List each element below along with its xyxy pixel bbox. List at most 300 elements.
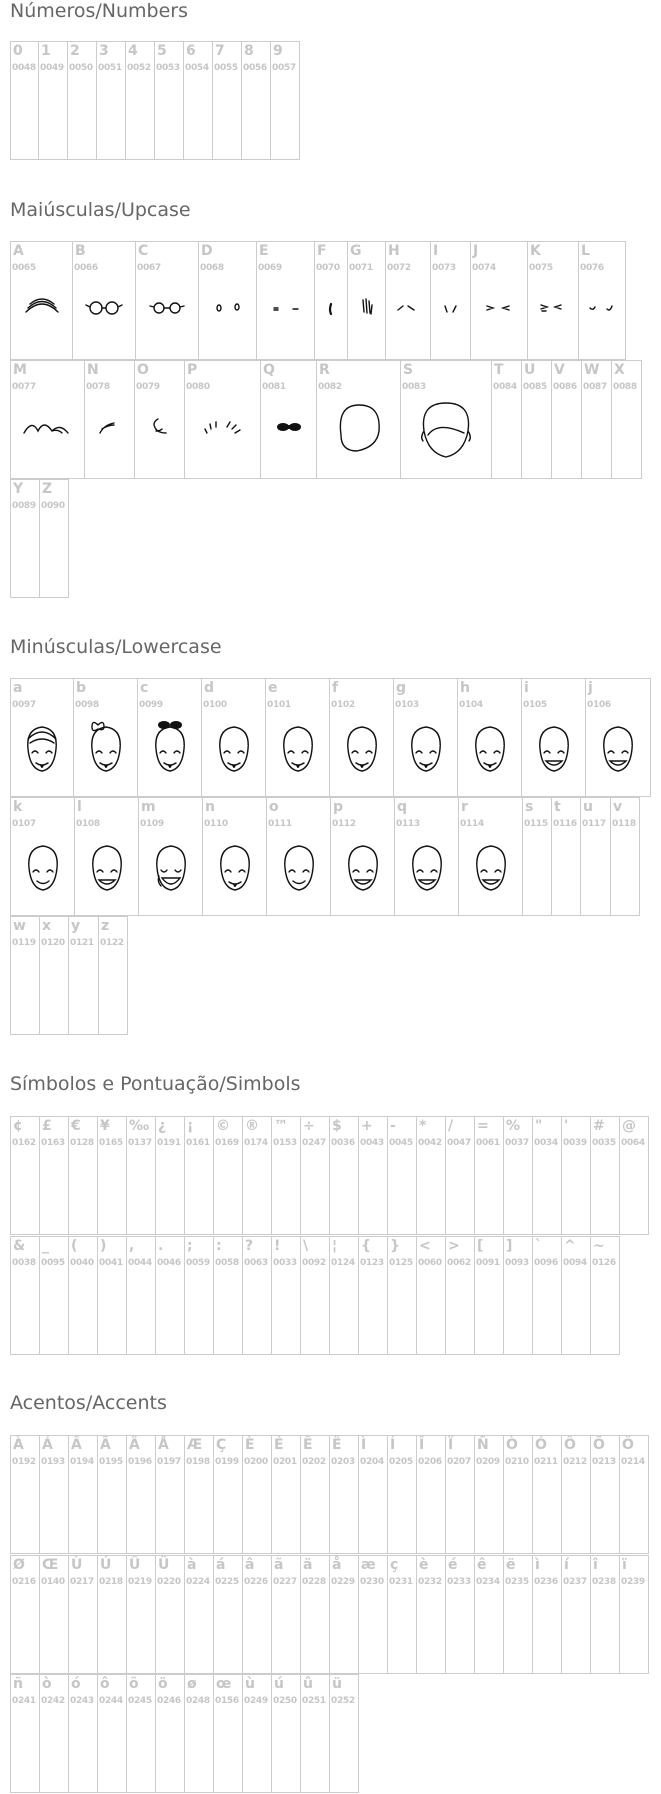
glyph-code: 0230 <box>360 1577 384 1587</box>
glyph-code: 0244 <box>99 1696 123 1706</box>
glyph-character: n <box>205 799 215 815</box>
glyph-code: 0088 <box>613 382 637 392</box>
glyph-character: $ <box>332 1118 342 1134</box>
glyph-cell-0228 <box>300 1555 330 1674</box>
glyph-character: @ <box>622 1118 636 1134</box>
glyph-code: 0201 <box>273 1457 297 1467</box>
glyph-code: 0224 <box>186 1577 210 1587</box>
glyph-code: 0218 <box>99 1577 123 1587</box>
glyph-code: 0248 <box>186 1696 210 1706</box>
glyph-cell-0220 <box>155 1555 185 1674</box>
glyph-code: 0126 <box>592 1258 616 1268</box>
glyph-code: 0193 <box>41 1457 65 1467</box>
glyph-cell-0112 <box>330 797 395 916</box>
glyph-cell-0069 <box>256 241 315 360</box>
glyph-code: 0235 <box>505 1577 529 1587</box>
glyph-cell-0060 <box>416 1236 446 1355</box>
glyph-character: ¢ <box>13 1118 23 1134</box>
glyph-cell-0086 <box>551 360 582 479</box>
glyph-cell-0066 <box>72 241 136 360</box>
glyph-code: 0115 <box>524 819 548 829</box>
glyph-code: 0228 <box>302 1577 326 1587</box>
glyph-cell-0156 <box>213 1674 243 1793</box>
glyph-code: 0200 <box>244 1457 268 1467</box>
glyph-character: v <box>613 799 623 815</box>
glyph-code: 0110 <box>204 819 228 829</box>
glyph-character: [ <box>477 1238 484 1254</box>
glyph-cell-0054 <box>183 41 213 160</box>
glyph-character: p <box>333 799 344 815</box>
glyph-cell-0137 <box>126 1116 156 1235</box>
glyph-character: ? <box>245 1238 254 1254</box>
glyph-character: # <box>593 1118 605 1134</box>
glyph-cell-0039 <box>561 1116 591 1235</box>
glyph-cell-0246 <box>155 1674 185 1793</box>
glyph-cell-0101 <box>265 678 330 797</box>
glyph-cell-0059 <box>184 1236 214 1355</box>
glyph-row <box>10 1236 619 1355</box>
glyph-character: U <box>524 362 536 378</box>
glyph-character: z <box>101 918 110 934</box>
glyph-cell-0218 <box>97 1555 127 1674</box>
glyph-cell-0119 <box>10 916 40 1035</box>
glyph-cell-0174 <box>242 1116 272 1235</box>
glyph-character: ë <box>506 1557 516 1573</box>
glyph-code: 0099 <box>139 700 163 710</box>
glyph-code: 0108 <box>76 819 100 829</box>
glyph-code: 0045 <box>389 1138 413 1148</box>
glyph-character: ó <box>71 1676 81 1692</box>
glyph-row <box>10 241 625 360</box>
glyph-code: 0153 <box>273 1138 297 1148</box>
glyph-code: 0169 <box>215 1138 239 1148</box>
glyph-character: K <box>530 243 541 259</box>
glyph-code: 0103 <box>395 700 419 710</box>
glyph-cell-0212 <box>561 1435 591 1554</box>
glyph-code: 0039 <box>563 1138 587 1148</box>
glyph-cell-0033 <box>271 1236 301 1355</box>
glyph-cell-0224 <box>184 1555 214 1674</box>
glyph-cell-0242 <box>39 1674 69 1793</box>
glyph-code: 0053 <box>156 63 180 73</box>
glyph-cell-0196 <box>126 1435 156 1554</box>
glyph-cell-0042 <box>416 1116 446 1235</box>
glyph-character: > <box>448 1238 460 1254</box>
glyph-cell-0236 <box>532 1555 562 1674</box>
glyph-code: 0068 <box>200 263 224 273</box>
glyph-character: 8 <box>244 43 254 59</box>
glyph-cell-0106 <box>585 678 651 797</box>
glyph-cell-0249 <box>242 1674 272 1793</box>
glyph-row <box>10 678 650 797</box>
glyph-code: 0077 <box>12 382 36 392</box>
glyph-character: ¦ <box>332 1238 338 1254</box>
glyph-character: : <box>216 1238 222 1254</box>
glyph-code: 0061 <box>476 1138 500 1148</box>
glyph-code: 0210 <box>505 1457 529 1467</box>
glyph-cell-0206 <box>416 1435 446 1554</box>
glyph-character: % <box>506 1118 521 1134</box>
glyph-character: k <box>13 799 23 815</box>
glyph-character: Ó <box>535 1437 547 1453</box>
hair-curl-icon <box>85 391 134 477</box>
glyph-code: 0035 <box>592 1138 616 1148</box>
glyph-cell-0048 <box>10 41 39 160</box>
glyph-character: & <box>13 1238 26 1254</box>
hair-curl2-icon <box>135 391 184 477</box>
glyph-code: 0197 <box>157 1457 181 1467</box>
glyph-code: 0105 <box>523 700 547 710</box>
glyph-character: - <box>390 1118 396 1134</box>
face-tongue-icon <box>266 709 329 795</box>
glyph-cell-0121 <box>68 916 99 1035</box>
glyph-code: 0120 <box>41 938 65 948</box>
glyph-code: 0047 <box>447 1138 471 1148</box>
glyph-cell-0209 <box>474 1435 504 1554</box>
glyph-character: 9 <box>273 43 283 59</box>
glyph-character: ç <box>390 1557 399 1573</box>
glyph-character: D <box>201 243 213 259</box>
glyph-code: 0038 <box>12 1258 36 1268</box>
glyph-character: Ç <box>216 1437 227 1453</box>
glyph-cell-0140 <box>39 1555 69 1674</box>
glyph-cell-0083 <box>400 360 492 479</box>
glyph-code: 0092 <box>302 1258 326 1268</box>
glyph-character: ¿ <box>158 1118 167 1134</box>
glyph-cell-0082 <box>316 360 401 479</box>
glyph-character: I <box>433 243 439 259</box>
glyph-character: ~ <box>593 1238 605 1254</box>
lashes-icon <box>185 391 260 477</box>
eyes-arrow2-icon <box>528 272 578 358</box>
glyph-cell-0074 <box>470 241 528 360</box>
glyph-code: 0206 <box>418 1457 442 1467</box>
glyph-cell-0043 <box>358 1116 388 1235</box>
glyph-character: à <box>187 1557 197 1573</box>
glyph-cell-0230 <box>358 1555 388 1674</box>
glyph-cell-0219 <box>126 1555 156 1674</box>
glyph-character: ø <box>187 1676 197 1692</box>
glyph-code: 0083 <box>402 382 426 392</box>
glyph-cell-0063 <box>242 1236 272 1355</box>
glyph-cell-0233 <box>445 1555 475 1674</box>
glyph-character: f <box>332 680 339 696</box>
glyph-code: 0075 <box>529 263 553 273</box>
glyph-cell-0038 <box>10 1236 40 1355</box>
glyph-code: 0102 <box>331 700 355 710</box>
glyph-character: G <box>350 243 362 259</box>
glyph-cell-0161 <box>184 1116 214 1235</box>
glyph-code: 0106 <box>587 700 611 710</box>
glyph-cell-0090 <box>39 479 69 598</box>
glyph-code: 0117 <box>582 819 606 829</box>
glyph-cell-0070 <box>314 241 348 360</box>
glyph-code: 0219 <box>128 1577 152 1587</box>
glyph-cell-0199 <box>213 1435 243 1554</box>
glyph-code: 0229 <box>331 1577 355 1587</box>
glyph-cell-0193 <box>39 1435 69 1554</box>
glyph-cell-0104 <box>457 678 522 797</box>
glyph-code: 0216 <box>12 1577 36 1587</box>
glyph-character: ' <box>564 1118 569 1134</box>
glyph-cell-0075 <box>527 241 579 360</box>
glyph-code: 0209 <box>476 1457 500 1467</box>
glyph-code: 0238 <box>592 1577 616 1587</box>
face-bowfill-icon <box>138 709 201 795</box>
glyph-character: + <box>361 1118 373 1134</box>
face-tongue-icon <box>394 709 457 795</box>
glyph-cell-0235 <box>503 1555 533 1674</box>
glyph-code: 0044 <box>128 1258 152 1268</box>
glyph-character: Û <box>129 1557 141 1573</box>
face-grin-icon <box>459 828 522 914</box>
glyph-character: Ô <box>564 1437 576 1453</box>
eyes-arrow-icon <box>471 272 527 358</box>
glyph-character: Ù <box>71 1557 83 1573</box>
glyph-character: é <box>448 1557 458 1573</box>
glyph-code: 0086 <box>553 382 577 392</box>
glyph-code: 0060 <box>418 1258 442 1268</box>
glyph-code: 0058 <box>215 1258 239 1268</box>
section-title-accents: Acentos/Accents <box>10 1392 167 1414</box>
glyph-cell-0117 <box>580 797 611 916</box>
glyph-code: 0065 <box>12 263 36 273</box>
glyph-character: Á <box>42 1437 53 1453</box>
glyph-code: 0163 <box>41 1138 65 1148</box>
glyph-code: 0055 <box>214 63 238 73</box>
glyph-character: T <box>494 362 504 378</box>
glyph-character: 0 <box>13 43 23 59</box>
glyph-code: 0198 <box>186 1457 210 1467</box>
glyph-cell-0053 <box>154 41 184 160</box>
glyph-character: l <box>77 799 82 815</box>
brows-slant-icon <box>431 272 470 358</box>
glyph-cell-0231 <box>387 1555 417 1674</box>
glyph-cell-0050 <box>67 41 97 160</box>
glyph-cell-0105 <box>521 678 586 797</box>
glyph-cell-0094 <box>561 1236 591 1355</box>
glyph-cell-0198 <box>184 1435 214 1554</box>
glyph-cell-0072 <box>385 241 431 360</box>
glyph-code: 0232 <box>418 1577 442 1587</box>
glyph-character: Ö <box>622 1437 634 1453</box>
glyph-cell-0200 <box>242 1435 272 1554</box>
glyph-cell-0116 <box>551 797 581 916</box>
glyph-code: 0033 <box>273 1258 297 1268</box>
glyph-character: 3 <box>99 43 109 59</box>
glyph-cell-0191 <box>155 1116 185 1235</box>
glyph-cell-0073 <box>430 241 471 360</box>
glyph-character: Y <box>13 481 24 497</box>
glyph-code: 0233 <box>447 1577 471 1587</box>
glyph-cell-0226 <box>242 1555 272 1674</box>
glyph-code: 0087 <box>583 382 607 392</box>
glyph-cell-0095 <box>39 1236 69 1355</box>
glyph-code: 0100 <box>203 700 227 710</box>
glyph-character: g <box>396 680 407 696</box>
glyph-character: W <box>584 362 600 378</box>
glyph-character: ] <box>506 1238 513 1254</box>
glyph-character: ¡ <box>187 1118 194 1134</box>
glyph-code: 0249 <box>244 1696 268 1706</box>
glyph-character: , <box>129 1238 135 1254</box>
glyph-cell-0195 <box>97 1435 127 1554</box>
glyph-cell-0123 <box>358 1236 388 1355</box>
glyph-character: £ <box>42 1118 52 1134</box>
glyph-row <box>10 1116 648 1235</box>
glyph-code: 0104 <box>459 700 483 710</box>
head-icon <box>317 391 400 477</box>
glyph-code: 0113 <box>396 819 420 829</box>
glyph-code: 0052 <box>127 63 151 73</box>
face-bow-icon <box>74 709 137 795</box>
glyph-character: P <box>187 362 198 378</box>
glyph-cell-0125 <box>387 1236 417 1355</box>
glyph-character: Ø <box>13 1557 25 1573</box>
glyph-cell-0241 <box>10 1674 40 1793</box>
face-smile-icon <box>11 828 74 914</box>
glyph-cell-0239 <box>619 1555 649 1674</box>
glyph-cell-0115 <box>522 797 552 916</box>
glyph-code: 0046 <box>157 1258 181 1268</box>
head-hair-icon <box>401 391 491 477</box>
glyph-cell-0037 <box>503 1116 533 1235</box>
glyph-character: É <box>274 1437 284 1453</box>
glyph-code: 0237 <box>563 1577 587 1587</box>
glyph-cell-0035 <box>590 1116 620 1235</box>
glyph-character: Ñ <box>477 1437 489 1453</box>
glyph-code: 0076 <box>580 263 604 273</box>
glyph-character: ê <box>477 1557 487 1573</box>
eyes-dash-icon <box>257 272 314 358</box>
glyph-code: 0204 <box>360 1457 384 1467</box>
section-title-lowercase: Minúsculas/Lowercase <box>10 636 222 658</box>
glyph-character: H <box>388 243 400 259</box>
glyph-cell-0204 <box>358 1435 388 1554</box>
glyph-character: Z <box>42 481 53 497</box>
glyph-code: 0165 <box>99 1138 123 1148</box>
glyph-code: 0111 <box>268 819 292 829</box>
glyph-character: È <box>245 1437 255 1453</box>
glyph-character: Å <box>158 1437 169 1453</box>
glyph-cell-0122 <box>98 916 128 1035</box>
glyph-character: x <box>42 918 52 934</box>
glyph-character: O <box>137 362 149 378</box>
glyph-code: 0242 <box>41 1696 65 1706</box>
glyph-character: ì <box>535 1557 540 1573</box>
glyph-character: ¥ <box>100 1118 110 1134</box>
glyph-character: Ú <box>100 1557 112 1573</box>
glyph-character: i <box>524 680 529 696</box>
glyph-code: 0080 <box>186 382 210 392</box>
glyph-code: 0194 <box>70 1457 94 1467</box>
glyph-character: w <box>13 918 26 934</box>
glyph-code: 0101 <box>267 700 291 710</box>
eyes-curl-icon <box>579 272 625 358</box>
glyph-code: 0072 <box>387 263 411 273</box>
glyph-code: 0107 <box>12 819 36 829</box>
glyph-character: ( <box>71 1238 78 1254</box>
glyph-code: 0074 <box>472 263 496 273</box>
glyph-cell-0210 <box>503 1435 533 1554</box>
glyph-character: ï <box>622 1557 627 1573</box>
glyph-row <box>10 360 641 479</box>
glyph-character: . <box>158 1238 164 1254</box>
face-tongue-icon <box>458 709 521 795</box>
glyph-character: ` <box>535 1238 542 1254</box>
glyph-cell-0234 <box>474 1555 504 1674</box>
glyph-code: 0123 <box>360 1258 384 1268</box>
glyph-code: 0071 <box>349 263 373 273</box>
glyph-cell-0052 <box>125 41 155 160</box>
glyph-character: S <box>403 362 414 378</box>
glyph-code: 0064 <box>621 1138 645 1148</box>
glyph-code: 0243 <box>70 1696 94 1706</box>
glyph-cell-0092 <box>300 1236 330 1355</box>
glyph-code: 0093 <box>505 1258 529 1268</box>
glyph-cell-0078 <box>84 360 135 479</box>
glyph-cell-0237 <box>561 1555 591 1674</box>
glyph-row <box>10 1674 358 1793</box>
glyph-code: 0211 <box>534 1457 558 1467</box>
glyph-code: 0119 <box>12 938 36 948</box>
glyph-cell-0068 <box>198 241 257 360</box>
glyph-code: 0059 <box>186 1258 210 1268</box>
glyph-cell-0248 <box>184 1674 214 1793</box>
glyph-cell-0232 <box>416 1555 446 1674</box>
face-grin-icon <box>522 709 585 795</box>
glyph-cell-0099 <box>137 678 202 797</box>
glyph-cell-0057 <box>270 41 300 160</box>
glyph-character: € <box>71 1118 81 1134</box>
glyph-cell-0244 <box>97 1674 127 1793</box>
glyph-character: á <box>216 1557 226 1573</box>
glyph-cell-0107 <box>10 797 75 916</box>
glyph-code: 0096 <box>534 1258 558 1268</box>
glyph-character: L <box>581 243 590 259</box>
glyph-cell-0034 <box>532 1116 562 1235</box>
glyph-character: E <box>259 243 269 259</box>
glyph-character: Ï <box>448 1437 454 1453</box>
glyph-character: t <box>554 799 561 815</box>
glyph-cell-0251 <box>300 1674 330 1793</box>
glyph-code: 0084 <box>493 382 517 392</box>
glyph-cell-0211 <box>532 1435 562 1554</box>
glyph-cell-0153 <box>271 1116 301 1235</box>
glyph-cell-0056 <box>241 41 271 160</box>
glyph-character: œ <box>216 1676 232 1692</box>
glyph-cell-0097 <box>10 678 74 797</box>
glyph-cell-0081 <box>260 360 317 479</box>
glyph-cell-0064 <box>619 1116 649 1235</box>
glyph-cell-0103 <box>393 678 458 797</box>
glyph-code: 0122 <box>100 938 124 948</box>
glyph-cell-0091 <box>474 1236 504 1355</box>
glasses-round-icon <box>73 272 135 358</box>
glyph-character: ã <box>274 1557 284 1573</box>
glyph-code: 0054 <box>185 63 209 73</box>
glyph-code: 0048 <box>12 63 36 73</box>
glyph-cell-0045 <box>387 1116 417 1235</box>
glyph-code: 0191 <box>157 1138 181 1148</box>
glyph-cell-0110 <box>202 797 267 916</box>
glyph-cell-0076 <box>578 241 626 360</box>
glyph-code: 0199 <box>215 1457 239 1467</box>
glyph-cell-0194 <box>68 1435 98 1554</box>
mark-single-icon <box>315 272 347 358</box>
glyph-code: 0196 <box>128 1457 152 1467</box>
glyph-character: \ <box>303 1238 309 1254</box>
